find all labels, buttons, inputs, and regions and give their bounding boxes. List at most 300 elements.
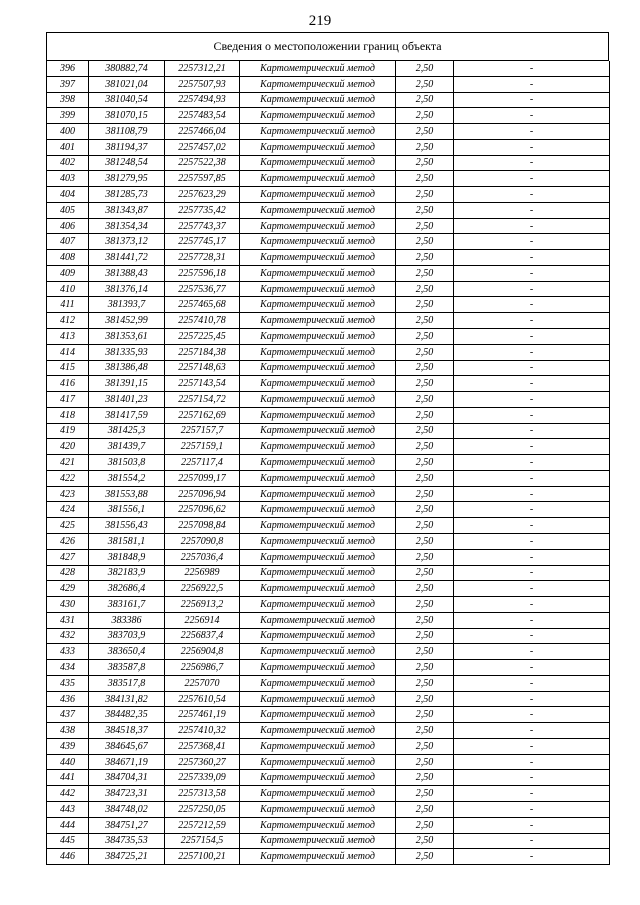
y-coordinate-cell: 2257117,4 <box>165 455 240 471</box>
accuracy-cell: 2,50 <box>396 281 454 297</box>
x-coordinate-cell: 384645,67 <box>89 738 165 754</box>
description-cell: - <box>454 108 610 124</box>
x-coordinate-cell: 381021,04 <box>89 76 165 92</box>
method-cell: Картометрический метод <box>240 581 396 597</box>
x-coordinate-cell: 384725,21 <box>89 849 165 865</box>
point-number-cell: 412 <box>47 313 89 329</box>
method-cell: Картометрический метод <box>240 660 396 676</box>
description-cell: - <box>454 155 610 171</box>
boundary-table-sheet <box>46 32 609 865</box>
point-number-cell: 432 <box>47 628 89 644</box>
y-coordinate-cell: 2257162,69 <box>165 407 240 423</box>
description-cell: - <box>454 644 610 660</box>
point-number-cell: 404 <box>47 187 89 203</box>
table-row <box>47 549 610 565</box>
table-row <box>47 597 610 613</box>
y-coordinate-cell: 2257507,93 <box>165 76 240 92</box>
method-cell: Картометрический метод <box>240 738 396 754</box>
x-coordinate-cell: 381503,8 <box>89 455 165 471</box>
point-number-cell: 420 <box>47 439 89 455</box>
y-coordinate-cell: 2257465,68 <box>165 297 240 313</box>
y-coordinate-cell: 2257184,38 <box>165 344 240 360</box>
method-cell: Картометрический метод <box>240 786 396 802</box>
point-number-cell: 434 <box>47 660 89 676</box>
x-coordinate-cell: 381393,7 <box>89 297 165 313</box>
y-coordinate-cell: 2256837,4 <box>165 628 240 644</box>
y-coordinate-cell: 2257036,4 <box>165 549 240 565</box>
description-cell: - <box>454 281 610 297</box>
method-cell: Картометрический метод <box>240 392 396 408</box>
method-cell: Картометрический метод <box>240 187 396 203</box>
x-coordinate-cell: 381388,43 <box>89 265 165 281</box>
y-coordinate-cell: 2257070 <box>165 675 240 691</box>
method-cell: Картометрический метод <box>240 281 396 297</box>
y-coordinate-cell: 2257096,94 <box>165 486 240 502</box>
y-coordinate-cell: 2257597,85 <box>165 171 240 187</box>
description-cell: - <box>454 344 610 360</box>
x-coordinate-cell: 381391,15 <box>89 376 165 392</box>
accuracy-cell: 2,50 <box>396 265 454 281</box>
accuracy-cell: 2,50 <box>396 423 454 439</box>
description-cell: - <box>454 313 610 329</box>
description-cell: - <box>454 407 610 423</box>
y-coordinate-cell: 2257212,59 <box>165 817 240 833</box>
method-cell: Картометрический метод <box>240 486 396 502</box>
point-number-cell: 405 <box>47 202 89 218</box>
method-cell: Картометрический метод <box>240 202 396 218</box>
table-title: Сведения о местоположении границ объекта <box>46 32 609 61</box>
accuracy-cell: 2,50 <box>396 675 454 691</box>
method-cell: Картометрический метод <box>240 250 396 266</box>
description-cell: - <box>454 754 610 770</box>
table-row <box>47 849 610 865</box>
point-number-cell: 438 <box>47 723 89 739</box>
accuracy-cell: 2,50 <box>396 218 454 234</box>
point-number-cell: 423 <box>47 486 89 502</box>
y-coordinate-cell: 2257099,17 <box>165 470 240 486</box>
description-cell: - <box>454 770 610 786</box>
table-row <box>47 360 610 376</box>
description-cell: - <box>454 360 610 376</box>
point-number-cell: 442 <box>47 786 89 802</box>
table-row <box>47 407 610 423</box>
y-coordinate-cell: 2257225,45 <box>165 329 240 345</box>
method-cell: Картометрический метод <box>240 108 396 124</box>
point-number-cell: 419 <box>47 423 89 439</box>
x-coordinate-cell: 381556,1 <box>89 502 165 518</box>
x-coordinate-cell: 383517,8 <box>89 675 165 691</box>
description-cell: - <box>454 392 610 408</box>
y-coordinate-cell: 2256914 <box>165 612 240 628</box>
point-number-cell: 403 <box>47 171 89 187</box>
y-coordinate-cell: 2257339,09 <box>165 770 240 786</box>
description-cell: - <box>454 329 610 345</box>
table-row <box>47 470 610 486</box>
x-coordinate-cell: 381425,3 <box>89 423 165 439</box>
method-cell: Картометрический метод <box>240 360 396 376</box>
description-cell: - <box>454 597 610 613</box>
accuracy-cell: 2,50 <box>396 76 454 92</box>
table-row <box>47 486 610 502</box>
table-row <box>47 218 610 234</box>
point-number-cell: 439 <box>47 738 89 754</box>
page-number: 219 <box>308 13 332 29</box>
y-coordinate-cell: 2256922,5 <box>165 581 240 597</box>
x-coordinate-cell: 381554,2 <box>89 470 165 486</box>
method-cell: Картометрический метод <box>240 833 396 849</box>
point-number-cell: 409 <box>47 265 89 281</box>
y-coordinate-cell: 2257096,62 <box>165 502 240 518</box>
accuracy-cell: 2,50 <box>396 171 454 187</box>
accuracy-cell: 2,50 <box>396 565 454 581</box>
point-number-cell: 429 <box>47 581 89 597</box>
table-row <box>47 612 610 628</box>
description-cell: - <box>454 581 610 597</box>
method-cell: Картометрический метод <box>240 644 396 660</box>
x-coordinate-cell: 382183,9 <box>89 565 165 581</box>
description-cell: - <box>454 612 610 628</box>
point-number-cell: 437 <box>47 707 89 723</box>
x-coordinate-cell: 381441,72 <box>89 250 165 266</box>
table-row <box>47 439 610 455</box>
x-coordinate-cell: 381335,93 <box>89 344 165 360</box>
table-row <box>47 817 610 833</box>
accuracy-cell: 2,50 <box>396 518 454 534</box>
point-number-cell: 396 <box>47 61 89 76</box>
accuracy-cell: 2,50 <box>396 202 454 218</box>
point-number-cell: 400 <box>47 124 89 140</box>
point-number-cell: 402 <box>47 155 89 171</box>
y-coordinate-cell: 2257100,21 <box>165 849 240 865</box>
y-coordinate-cell: 2257090,8 <box>165 533 240 549</box>
y-coordinate-cell: 2257410,78 <box>165 313 240 329</box>
method-cell: Картометрический метод <box>240 139 396 155</box>
point-number-cell: 415 <box>47 360 89 376</box>
y-coordinate-cell: 2256913,2 <box>165 597 240 613</box>
y-coordinate-cell: 2257743,37 <box>165 218 240 234</box>
point-number-cell: 441 <box>47 770 89 786</box>
accuracy-cell: 2,50 <box>396 344 454 360</box>
y-coordinate-cell: 2257536,77 <box>165 281 240 297</box>
description-cell: - <box>454 92 610 108</box>
table-row <box>47 344 610 360</box>
method-cell: Картометрический метод <box>240 265 396 281</box>
table-row <box>47 281 610 297</box>
accuracy-cell: 2,50 <box>396 92 454 108</box>
accuracy-cell: 2,50 <box>396 234 454 250</box>
point-number-cell: 408 <box>47 250 89 266</box>
y-coordinate-cell: 2257313,58 <box>165 786 240 802</box>
x-coordinate-cell: 381285,73 <box>89 187 165 203</box>
description-cell: - <box>454 486 610 502</box>
accuracy-cell: 2,50 <box>396 581 454 597</box>
x-coordinate-cell: 381401,23 <box>89 392 165 408</box>
method-cell: Картометрический метод <box>240 218 396 234</box>
x-coordinate-cell: 382686,4 <box>89 581 165 597</box>
point-number-cell: 431 <box>47 612 89 628</box>
point-number-cell: 426 <box>47 533 89 549</box>
description-cell: - <box>454 565 610 581</box>
method-cell: Картометрический метод <box>240 549 396 565</box>
x-coordinate-cell: 384482,35 <box>89 707 165 723</box>
method-cell: Картометрический метод <box>240 423 396 439</box>
method-cell: Картометрический метод <box>240 455 396 471</box>
y-coordinate-cell: 2257494,93 <box>165 92 240 108</box>
x-coordinate-cell: 381194,37 <box>89 139 165 155</box>
coordinates-table-body <box>47 61 610 865</box>
x-coordinate-cell: 384704,31 <box>89 770 165 786</box>
method-cell: Картометрический метод <box>240 849 396 865</box>
method-cell: Картометрический метод <box>240 675 396 691</box>
x-coordinate-cell: 383386 <box>89 612 165 628</box>
x-coordinate-cell: 381373,12 <box>89 234 165 250</box>
x-coordinate-cell: 384131,82 <box>89 691 165 707</box>
x-coordinate-cell: 381581,1 <box>89 533 165 549</box>
method-cell: Картометрический метод <box>240 92 396 108</box>
x-coordinate-cell: 381386,48 <box>89 360 165 376</box>
accuracy-cell: 2,50 <box>396 801 454 817</box>
y-coordinate-cell: 2257154,5 <box>165 833 240 849</box>
method-cell: Картометрический метод <box>240 470 396 486</box>
table-row <box>47 250 610 266</box>
table-row <box>47 313 610 329</box>
point-number-cell: 401 <box>47 139 89 155</box>
table-row <box>47 108 610 124</box>
table-row <box>47 392 610 408</box>
accuracy-cell: 2,50 <box>396 502 454 518</box>
y-coordinate-cell: 2257368,41 <box>165 738 240 754</box>
table-row <box>47 770 610 786</box>
point-number-cell: 443 <box>47 801 89 817</box>
description-cell: - <box>454 171 610 187</box>
description-cell: - <box>454 423 610 439</box>
x-coordinate-cell: 383650,4 <box>89 644 165 660</box>
table-row <box>47 754 610 770</box>
x-coordinate-cell: 381452,99 <box>89 313 165 329</box>
accuracy-cell: 2,50 <box>396 139 454 155</box>
x-coordinate-cell: 381376,14 <box>89 281 165 297</box>
description-cell: - <box>454 691 610 707</box>
x-coordinate-cell: 383703,9 <box>89 628 165 644</box>
accuracy-cell: 2,50 <box>396 61 454 76</box>
point-number-cell: 430 <box>47 597 89 613</box>
y-coordinate-cell: 2257745,17 <box>165 234 240 250</box>
table-row <box>47 786 610 802</box>
table-row <box>47 61 610 76</box>
point-number-cell: 406 <box>47 218 89 234</box>
point-number-cell: 416 <box>47 376 89 392</box>
y-coordinate-cell: 2257610,54 <box>165 691 240 707</box>
y-coordinate-cell: 2257360,27 <box>165 754 240 770</box>
method-cell: Картометрический метод <box>240 628 396 644</box>
accuracy-cell: 2,50 <box>396 329 454 345</box>
accuracy-cell: 2,50 <box>396 187 454 203</box>
description-cell: - <box>454 139 610 155</box>
method-cell: Картометрический метод <box>240 171 396 187</box>
x-coordinate-cell: 381070,15 <box>89 108 165 124</box>
table-row <box>47 691 610 707</box>
y-coordinate-cell: 2256986,7 <box>165 660 240 676</box>
x-coordinate-cell: 383161,7 <box>89 597 165 613</box>
table-row <box>47 297 610 313</box>
accuracy-cell: 2,50 <box>396 723 454 739</box>
accuracy-cell: 2,50 <box>396 770 454 786</box>
method-cell: Картометрический метод <box>240 754 396 770</box>
y-coordinate-cell: 2257143,54 <box>165 376 240 392</box>
method-cell: Картометрический метод <box>240 344 396 360</box>
description-cell: - <box>454 502 610 518</box>
x-coordinate-cell: 381040,54 <box>89 92 165 108</box>
table-row <box>47 675 610 691</box>
point-number-cell: 433 <box>47 644 89 660</box>
method-cell: Картометрический метод <box>240 155 396 171</box>
accuracy-cell: 2,50 <box>396 297 454 313</box>
description-cell: - <box>454 124 610 140</box>
description-cell: - <box>454 61 610 76</box>
table-row <box>47 628 610 644</box>
table-row <box>47 202 610 218</box>
table-row <box>47 92 610 108</box>
table-row <box>47 723 610 739</box>
description-cell: - <box>454 218 610 234</box>
method-cell: Картометрический метод <box>240 61 396 76</box>
y-coordinate-cell: 2257457,02 <box>165 139 240 155</box>
x-coordinate-cell: 381556,43 <box>89 518 165 534</box>
method-cell: Картометрический метод <box>240 234 396 250</box>
accuracy-cell: 2,50 <box>396 313 454 329</box>
description-cell: - <box>454 549 610 565</box>
method-cell: Картометрический метод <box>240 691 396 707</box>
accuracy-cell: 2,50 <box>396 738 454 754</box>
accuracy-cell: 2,50 <box>396 691 454 707</box>
y-coordinate-cell: 2256904,8 <box>165 644 240 660</box>
x-coordinate-cell: 383587,8 <box>89 660 165 676</box>
method-cell: Картометрический метод <box>240 124 396 140</box>
accuracy-cell: 2,50 <box>396 849 454 865</box>
point-number-cell: 411 <box>47 297 89 313</box>
description-cell: - <box>454 786 610 802</box>
x-coordinate-cell: 381417,59 <box>89 407 165 423</box>
x-coordinate-cell: 381553,88 <box>89 486 165 502</box>
point-number-cell: 435 <box>47 675 89 691</box>
y-coordinate-cell: 2257728,31 <box>165 250 240 266</box>
point-number-cell: 417 <box>47 392 89 408</box>
accuracy-cell: 2,50 <box>396 124 454 140</box>
method-cell: Картометрический метод <box>240 502 396 518</box>
point-number-cell: 444 <box>47 817 89 833</box>
accuracy-cell: 2,50 <box>396 817 454 833</box>
accuracy-cell: 2,50 <box>396 644 454 660</box>
method-cell: Картометрический метод <box>240 817 396 833</box>
table-row <box>47 738 610 754</box>
description-cell: - <box>454 738 610 754</box>
table-row <box>47 171 610 187</box>
point-number-cell: 410 <box>47 281 89 297</box>
table-row <box>47 707 610 723</box>
point-number-cell: 436 <box>47 691 89 707</box>
method-cell: Картометрический метод <box>240 707 396 723</box>
accuracy-cell: 2,50 <box>396 250 454 266</box>
x-coordinate-cell: 384735,53 <box>89 833 165 849</box>
accuracy-cell: 2,50 <box>396 470 454 486</box>
accuracy-cell: 2,50 <box>396 360 454 376</box>
description-cell: - <box>454 675 610 691</box>
method-cell: Картометрический метод <box>240 565 396 581</box>
method-cell: Картометрический метод <box>240 313 396 329</box>
point-number-cell: 445 <box>47 833 89 849</box>
method-cell: Картометрический метод <box>240 76 396 92</box>
method-cell: Картометрический метод <box>240 329 396 345</box>
y-coordinate-cell: 2257157,7 <box>165 423 240 439</box>
x-coordinate-cell: 380882,74 <box>89 61 165 76</box>
x-coordinate-cell: 381353,61 <box>89 329 165 345</box>
point-number-cell: 407 <box>47 234 89 250</box>
accuracy-cell: 2,50 <box>396 392 454 408</box>
table-row <box>47 139 610 155</box>
y-coordinate-cell: 2257735,42 <box>165 202 240 218</box>
y-coordinate-cell: 2257461,19 <box>165 707 240 723</box>
x-coordinate-cell: 381848,9 <box>89 549 165 565</box>
description-cell: - <box>454 76 610 92</box>
table-row <box>47 455 610 471</box>
table-row <box>47 423 610 439</box>
description-cell: - <box>454 250 610 266</box>
method-cell: Картометрический метод <box>240 518 396 534</box>
accuracy-cell: 2,50 <box>396 786 454 802</box>
table-row <box>47 581 610 597</box>
y-coordinate-cell: 2257466,04 <box>165 124 240 140</box>
x-coordinate-cell: 384671,19 <box>89 754 165 770</box>
accuracy-cell: 2,50 <box>396 754 454 770</box>
y-coordinate-cell: 2257623,29 <box>165 187 240 203</box>
description-cell: - <box>454 234 610 250</box>
description-cell: - <box>454 202 610 218</box>
y-coordinate-cell: 2257596,18 <box>165 265 240 281</box>
point-number-cell: 398 <box>47 92 89 108</box>
table-row <box>47 833 610 849</box>
table-row <box>47 660 610 676</box>
point-number-cell: 427 <box>47 549 89 565</box>
coordinates-table <box>46 61 610 865</box>
x-coordinate-cell: 384723,31 <box>89 786 165 802</box>
table-row <box>47 155 610 171</box>
accuracy-cell: 2,50 <box>396 407 454 423</box>
accuracy-cell: 2,50 <box>396 549 454 565</box>
description-cell: - <box>454 817 610 833</box>
description-cell: - <box>454 265 610 281</box>
description-cell: - <box>454 455 610 471</box>
description-cell: - <box>454 439 610 455</box>
accuracy-cell: 2,50 <box>396 376 454 392</box>
y-coordinate-cell: 2257312,21 <box>165 61 240 76</box>
method-cell: Картометрический метод <box>240 612 396 628</box>
description-cell: - <box>454 660 610 676</box>
table-row <box>47 502 610 518</box>
description-cell: - <box>454 628 610 644</box>
method-cell: Картометрический метод <box>240 297 396 313</box>
description-cell: - <box>454 533 610 549</box>
point-number-cell: 446 <box>47 849 89 865</box>
point-number-cell: 440 <box>47 754 89 770</box>
x-coordinate-cell: 381279,95 <box>89 171 165 187</box>
method-cell: Картометрический метод <box>240 439 396 455</box>
table-row <box>47 234 610 250</box>
y-coordinate-cell: 2257098,84 <box>165 518 240 534</box>
point-number-cell: 421 <box>47 455 89 471</box>
accuracy-cell: 2,50 <box>396 628 454 644</box>
point-number-cell: 425 <box>47 518 89 534</box>
description-cell: - <box>454 801 610 817</box>
